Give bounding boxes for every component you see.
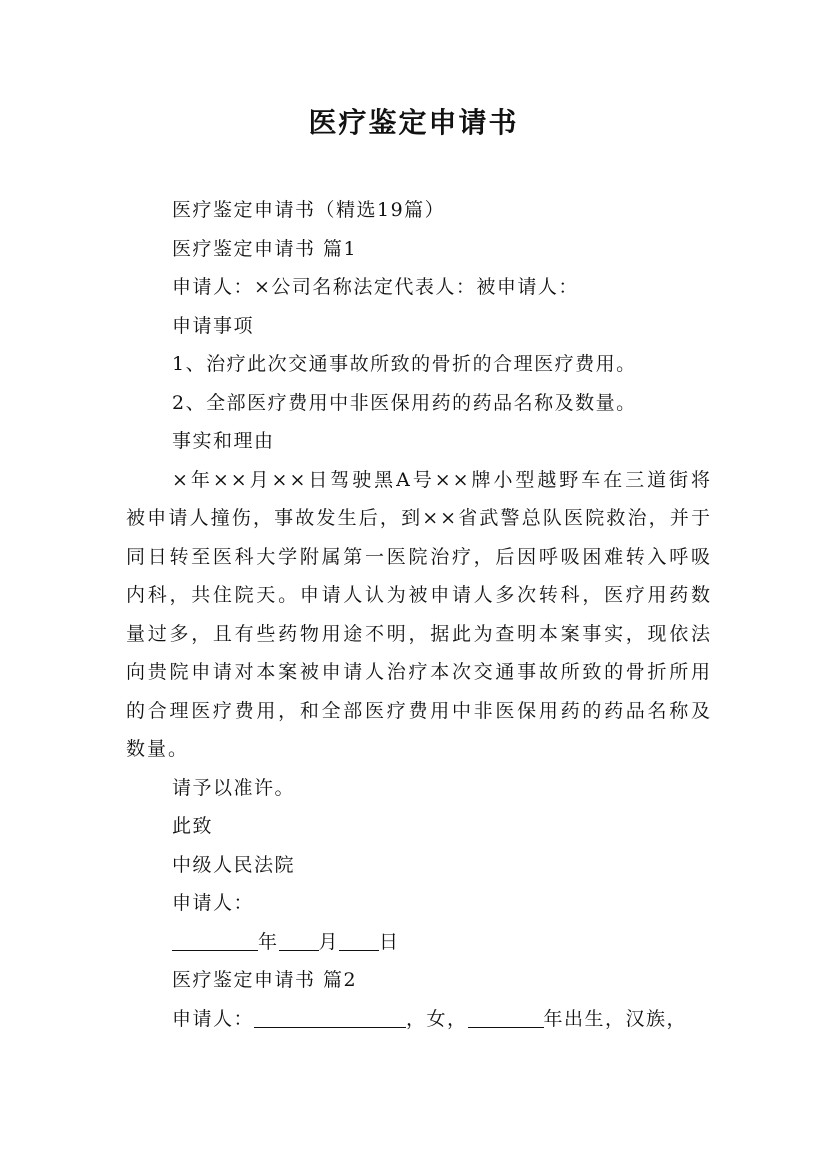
s2-birth-text: 年出生，汉族， xyxy=(543,1007,688,1030)
document-body xyxy=(126,191,712,1038)
month-blank xyxy=(279,931,319,951)
signature-label: 申请人： xyxy=(172,892,255,914)
matters-heading: 申请事项 xyxy=(172,314,255,337)
request-line: 请予以准许。 xyxy=(172,776,296,799)
document-subtitle: 医疗鉴定申请书（精选19篇） xyxy=(172,199,446,221)
facts-paragraph: ×年××月××日驾驶黑A号××牌小型越野车在三道街将被申请人撞伤，事故发生后，到××省武警总队医院救治，并于同日转至医科大学附属第一医院治疗，后因呼吸困难转入呼吸内科，共住院天。申请人认为被申请人多次转科，医疗用药数量过多，且有些药物用途不明，据此为查明本案事实，现依法向贵院申请对本案被申请人治疗本次交通事故所致的骨折所用的合理医疗费用，和全部医疗费用中非医保用药的药品名称及数量。 xyxy=(126,468,712,760)
section-1-heading: 医疗鉴定申请书 篇1 xyxy=(172,237,358,260)
birth-year-blank xyxy=(468,1008,544,1028)
document-title: 医疗鉴定申请书 xyxy=(308,106,519,139)
section-2-heading: 医疗鉴定申请书 篇2 xyxy=(172,969,358,991)
year-blank xyxy=(172,931,258,951)
applicant-line: 申请人：×公司名称法定代表人：被申请人： xyxy=(172,276,579,298)
date-line xyxy=(126,923,712,962)
name-blank xyxy=(254,1008,406,1028)
matter-item-1: 1、治疗此次交通事故所致的骨折的合理医疗费用。 xyxy=(172,353,637,375)
s2-gender-text: ，女， xyxy=(406,1007,468,1030)
facts-heading: 事实和理由 xyxy=(172,430,275,452)
day-blank xyxy=(339,931,379,951)
day-label: 日 xyxy=(379,930,400,953)
s2-applicant-label: 申请人： xyxy=(172,1007,255,1030)
year-label: 年 xyxy=(258,930,279,953)
section-2-applicant-line xyxy=(126,1000,712,1039)
closing-salutation: 此致 xyxy=(172,815,214,837)
court-name: 中级人民法院 xyxy=(172,853,296,876)
matter-item-2: 2、全部医疗费用中非医保用药的药品名称及数量。 xyxy=(172,391,637,414)
month-label: 月 xyxy=(318,930,340,953)
